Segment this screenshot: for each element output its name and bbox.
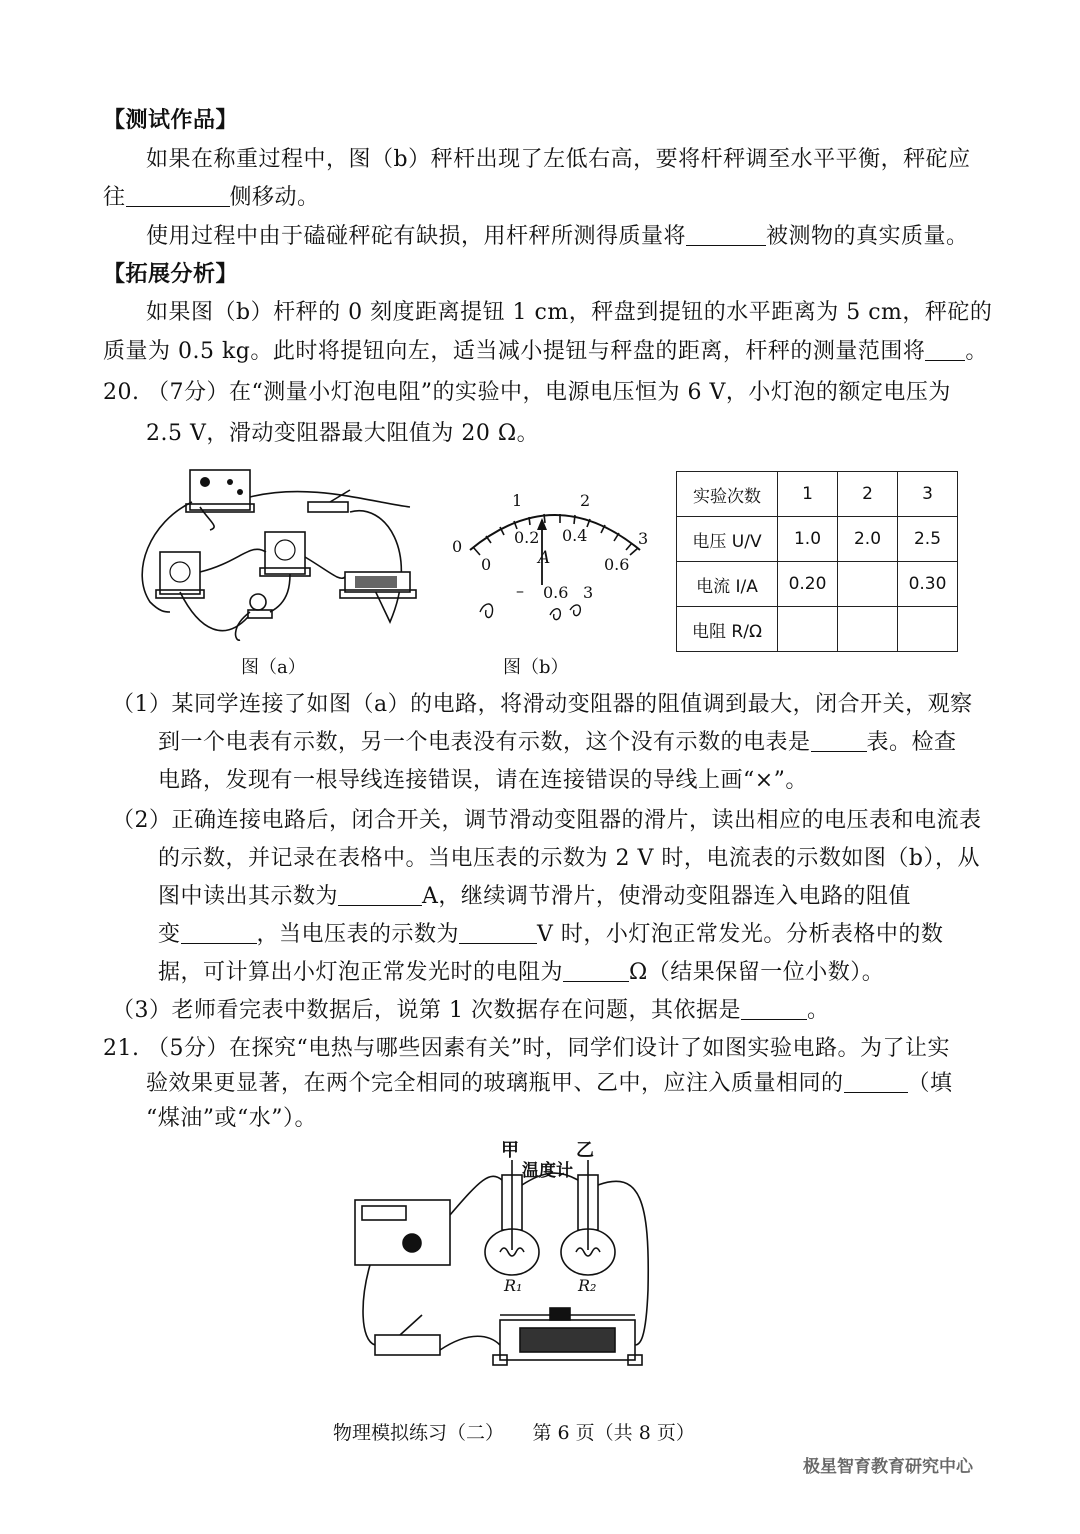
page-footer: 物理模拟练习（二） 第 6 页（共 8 页） [333,1422,695,1444]
test-paragraph-1-line-2 [103,183,320,213]
answer-blank[interactable] [844,1070,908,1093]
table-cell: 2 [838,472,898,517]
dial-inner-right: 0.6 [604,555,630,574]
table-cell: 0.30 [898,562,958,607]
terminal-0.6: 0.6 [543,583,569,602]
table-row [677,607,958,652]
text: 变 [158,922,181,947]
figure-a-circuit [140,462,410,652]
text: 。 [965,339,988,364]
dial-inner-tick-0.2: 0.2 [514,528,540,547]
table-row [677,562,958,607]
answer-blank[interactable] [811,729,867,752]
switch [375,1335,440,1355]
switch [308,502,348,512]
question-20-line-2: 2.5 V，滑动变阻器最大阻值为 20 Ω。 [146,421,540,446]
label-thermometer: 温度计 [522,1161,573,1181]
dial-unit: A [538,548,551,568]
text: 。 [806,998,830,1023]
answer-blank[interactable] [741,997,807,1020]
figure-a-label: 图（a） [241,657,306,678]
text: 据，可计算出小灯泡正常发光时的电阻为 [158,960,564,985]
table-cell[interactable] [778,607,838,652]
question-21-line-3: “煤油”或“水”）。 [146,1106,317,1131]
answer-blank[interactable] [563,959,629,982]
label-jia: 甲 [501,1140,519,1161]
figure-b-label: 图（b） [503,657,569,678]
terminal-3: 3 [583,583,594,602]
q20-sub2-line-2: 的示数，并记录在表格中。当电压表的示数为 2 V 时，电流表的示数如图（b），从 [158,846,980,871]
answer-blank[interactable] [925,338,965,361]
q20-sub2-line-1: （2）正确连接电路后，闭合开关，调节滑动变阻器的滑片，读出相应的电压表和电流表 [112,808,982,833]
text: V 时，小灯泡正常发光。分析表格中的数 [537,922,944,947]
text: 被测物的真实质量。 [766,224,969,249]
section-heading-extend: 【拓展分析】 [103,261,239,287]
q20-sub2-line-3 [158,882,911,912]
table-cell: 2.0 [838,517,898,562]
table-header-row [677,472,958,517]
dial-inner-left: 0 [481,555,492,574]
table-cell: 3 [898,472,958,517]
table-cell: 电压 U/V [677,517,778,562]
table-cell: 实验次数 [677,472,778,517]
question-20-line-1: 20. （7分）在“测量小灯泡电阻”的实验中，电源电压恒为 6 V，小灯泡的额定电压为 [103,380,951,405]
power-supply [355,1200,450,1265]
table-cell: 电阻 R/Ω [677,607,778,652]
extend-paragraph-line-2 [103,337,988,367]
question-21-line-1: 21. （5分）在探究“电热与哪些因素有关”时，同学们设计了如图实验电路。为了让实 [103,1036,950,1061]
terminal-negative: – [516,581,524,600]
dial-inner-tick-0.4: 0.4 [562,526,588,545]
text: （填 [907,1071,953,1096]
answer-blank[interactable] [181,921,257,944]
text: 表。检查 [866,730,957,755]
watermark: 极星智育教育研究中心 [803,1457,973,1477]
text: 验效果更显著，在两个完全相同的玻璃瓶甲、乙中，应注入质量相同的 [146,1071,844,1096]
bulb [250,594,266,610]
q20-sub1-line-1: （1）某同学连接了如图（a）的电路，将滑动变阻器的阻值调到最大，闭合开关，观察 [112,692,973,717]
q20-sub2-line-5 [158,958,884,988]
label-r1: R₁ [504,1276,523,1295]
test-paragraph-1-line-1: 如果在称重过程中，图（b）秤杆出现了左低右高，要将杆秤调至水平平衡，秤砣应 [146,147,971,172]
table-cell[interactable] [838,562,898,607]
figure-electric-heating-circuit [350,1140,670,1390]
text: 质量为 0.5 kg。此时将提钮向左，适当减小提钮与秤盘的距离，杆秤的测量范围将 [103,339,926,364]
answer-blank[interactable] [126,184,230,207]
table-cell[interactable] [838,607,898,652]
text: 侧移动。 [229,185,320,210]
label-yi: 乙 [576,1140,594,1161]
answer-blank[interactable] [459,921,537,944]
text: （3）老师看完表中数据后，说第 1 次数据存在问题，其依据是 [112,998,741,1023]
table-cell: 1.0 [778,517,838,562]
ammeter [160,552,200,594]
q20-sub2-line-4 [158,920,943,950]
section-heading-test: 【测试作品】 [103,107,239,133]
text: ，当电压表的示数为 [256,922,460,947]
text: A，继续调节滑片，使滑动变阻器连入电路的阻值 [422,884,911,909]
data-table [676,471,958,652]
dial-tick-1: 1 [512,491,523,510]
answer-blank[interactable] [686,223,766,246]
q20-sub1-line-2 [158,728,957,758]
table-cell: 1 [778,472,838,517]
dial-tick-2: 2 [580,491,591,510]
table-cell[interactable] [898,607,958,652]
question-21-line-2 [146,1069,953,1099]
table-cell: 电流 I/A [677,562,778,607]
text: 往 [103,185,126,210]
answer-blank[interactable] [338,883,422,906]
q20-sub1-line-3: 电路，发现有一根导线连接错误，请在连接错误的导线上画“×”。 [158,768,808,793]
text: Ω（结果保留一位小数）。 [629,960,885,985]
extend-paragraph-line-1: 如果图（b）杆秤的 0 刻度距离提钮 1 cm，秤盘到提钮的水平距离为 5 cm，秤砣的 [146,300,993,325]
text: 图中读出其示数为 [158,884,339,909]
q20-sub3 [112,996,830,1026]
table-cell: 2.5 [898,517,958,562]
label-r2: R₂ [578,1276,597,1295]
table-cell: 0.20 [778,562,838,607]
text: 到一个电表有示数，另一个电表没有示数，这个没有示数的电表是 [158,730,811,755]
dial-right-end: 3 [638,529,649,548]
text: 使用过程中由于磕碰秤砣有缺损，用杆秤所测得质量将 [146,224,687,249]
table-row [677,517,958,562]
test-paragraph-2 [146,222,969,252]
dial-left-end: 0 [452,537,463,556]
